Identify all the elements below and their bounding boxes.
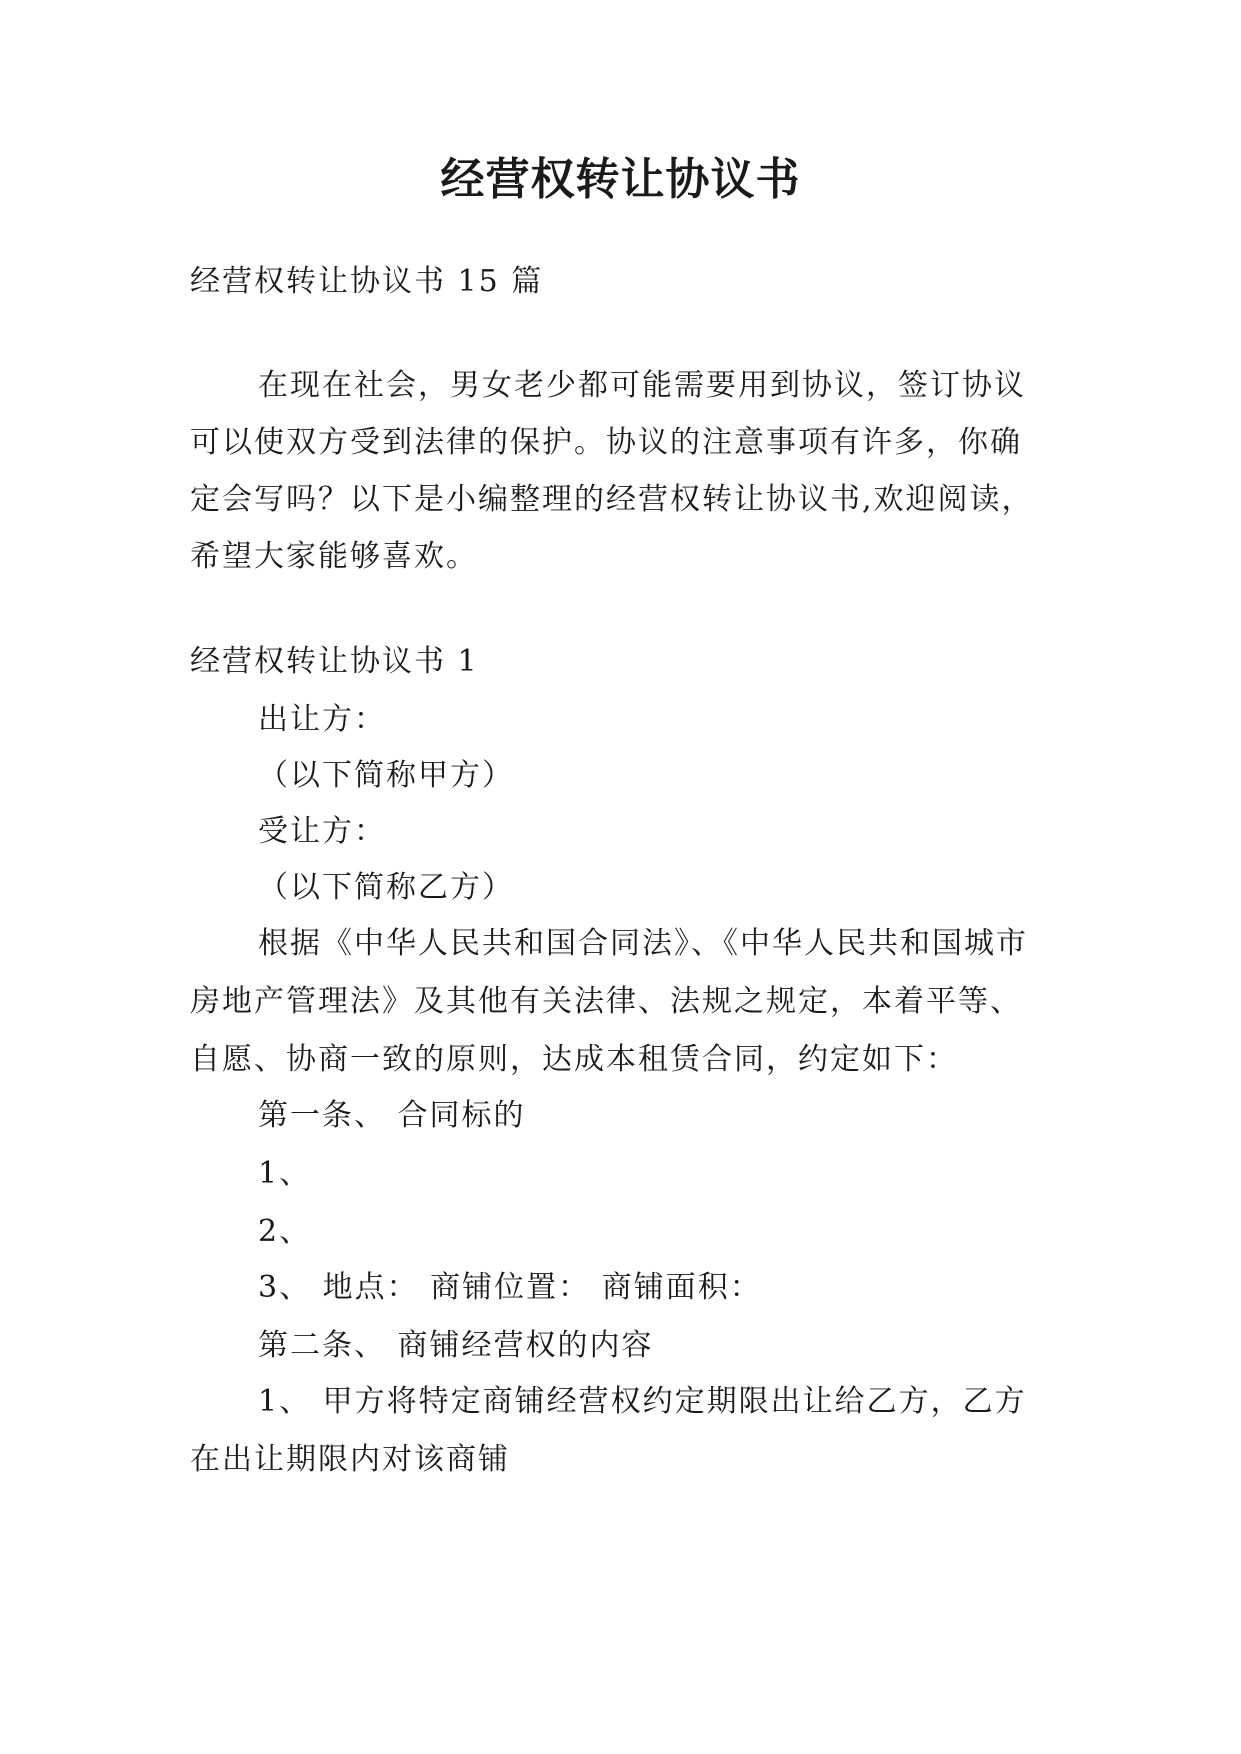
article-2-line: 在出让期限内对该商铺	[190, 1442, 510, 1477]
intro-line: 希望大家能够喜欢。	[190, 539, 478, 574]
document-title: 经营权转让协议书	[440, 154, 801, 205]
document-subtitle: 经营权转让协议书 15 篇	[190, 264, 544, 299]
party-b-note: （以下简称乙方）	[258, 870, 514, 905]
party-a-note: （以下简称甲方）	[258, 758, 514, 793]
party-b-label: 受让方：	[258, 814, 386, 849]
section-heading: 经营权转让协议书 1	[190, 644, 479, 679]
article-1-item: 2、	[258, 1214, 312, 1249]
basis-line: 自愿、协商一致的原则，达成本租赁合同，约定如下：	[190, 1042, 958, 1077]
intro-line: 在现在社会，男女老少都可能需要用到协议，签订协议	[258, 368, 1026, 403]
basis-line: 房地产管理法》及其他有关法律、法规之规定，本着平等、	[190, 984, 1022, 1019]
intro-line: 定会写吗？以下是小编整理的经营权转让协议书,欢迎阅读，	[190, 482, 1034, 517]
article-1-item: 1、	[258, 1156, 312, 1191]
article-1-title: 第一条、 合同标的	[258, 1098, 526, 1133]
article-2-line: 1、 甲方将特定商铺经营权约定期限出让给乙方，乙方	[258, 1384, 1027, 1419]
article-1-item: 3、 地点： 商铺位置： 商铺面积：	[258, 1270, 762, 1305]
article-2-title: 第二条、 商铺经营权的内容	[258, 1328, 654, 1363]
basis-line: 根据《中华人民共和国合同法》、《中华人民共和国城市	[258, 926, 1028, 961]
intro-line: 可以使双方受到法律的保护。协议的注意事项有许多，你确	[190, 425, 1022, 460]
party-a-label: 出让方：	[258, 702, 386, 737]
